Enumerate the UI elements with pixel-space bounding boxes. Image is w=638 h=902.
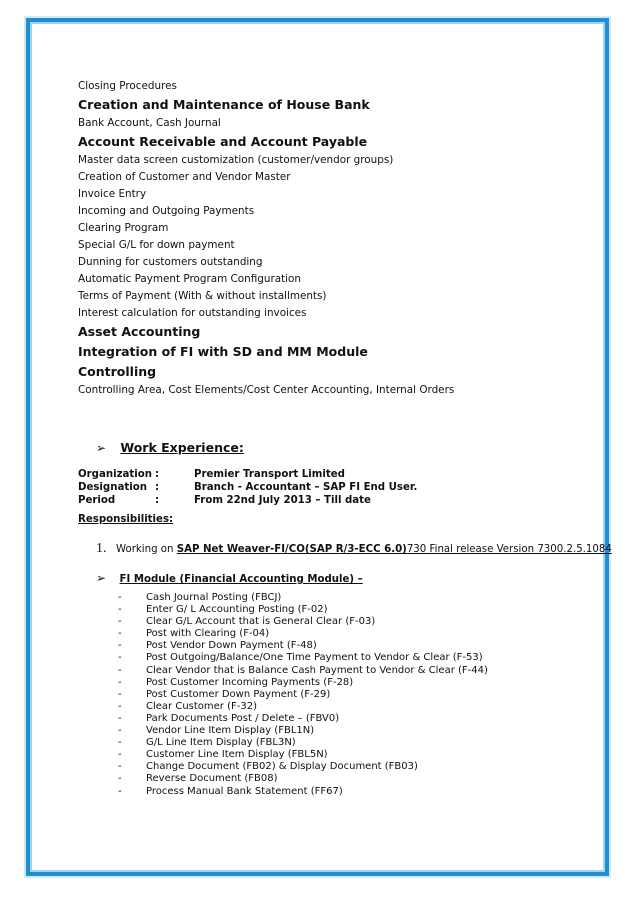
transaction-text: Post Customer Incoming Payments (F-28) [146,676,354,688]
dash-bullet: - [118,761,122,773]
transaction-text: Park Documents Post / Delete – (FBV0) [146,712,340,724]
skill-line: Controlling Area, Cost Elements/Cost Center Accounting, Internal Orders [78,384,455,396]
dash-bullet: - [118,664,122,676]
info-value: Premier Transport Limited [194,469,345,480]
dash-bullet: - [118,592,122,603]
info-colon: : [155,469,160,480]
item-prefix: Working on [116,544,174,555]
info-value: Branch - Accountant – SAP FI End User. [194,482,418,493]
item-release: 730 Final release Version 7300.2.5.1084 [406,544,612,555]
fi-module-title: FI Module (Financial Accounting Module) – [119,574,363,585]
arrow-bullet-icon: ➢ [96,571,107,585]
list-item [118,701,488,713]
list-item [118,677,488,689]
dash-bullet: - [118,652,122,664]
skill-line: Special G/L for down payment [78,239,235,251]
info-value: From 22nd July 2013 – Till date [194,495,371,506]
list-item [118,737,488,749]
list-item [118,725,488,737]
transaction-text: Enter G/ L Accounting Posting (F-02) [146,604,328,616]
info-colon: : [155,482,160,493]
dash-bullet: - [118,773,122,785]
skill-line: Closing Procedures [78,80,177,92]
list-item [118,761,488,773]
transaction-text: Clear Vendor that is Balance Cash Payment to Vendor & Clear (F-44) [146,664,488,676]
skill-line: Invoice Entry [78,188,147,200]
transaction-text: Process Manual Bank Statement (FF67) [146,785,343,797]
dash-bullet: - [118,604,122,616]
transaction-text: Post Customer Down Payment (F-29) [146,688,331,700]
dash-bullet: - [118,749,122,761]
skill-line: Master data screen customization (customer/vendor groups) [78,154,394,166]
transaction-text: Vendor Line Item Display (FBL1N) [146,725,315,737]
list-item [118,665,488,677]
list-item [118,592,488,604]
info-row-organization [78,468,417,481]
transaction-text: Post Vendor Down Payment (F-48) [146,640,317,652]
info-colon: : [155,495,160,506]
list-item [118,652,488,664]
transaction-text: Clear Customer (F-32) [146,700,257,712]
skill-line: Creation of Customer and Vendor Master [78,171,291,183]
list-item [118,773,488,785]
dash-bullet: - [118,688,122,700]
transaction-text: Change Document (FB02) & Display Document (FB03) [146,761,418,773]
job-info [78,468,417,507]
list-item [118,713,488,725]
section-heading: Controlling [78,364,157,379]
dash-bullet: - [118,700,122,712]
responsibilities-heading: Responsibilities: [78,514,174,525]
dash-bullet: - [118,785,122,797]
list-item [118,604,488,616]
transaction-text: G/L Line Item Display (FBL3N) [146,737,296,749]
transaction-list [118,592,488,798]
item-number: 1. [96,541,107,556]
dash-bullet: - [118,725,122,737]
list-item [118,628,488,640]
transaction-text: Clear G/L Account that is General Clear (F-03) [146,616,376,628]
list-item [118,786,488,798]
dash-bullet: - [118,616,122,628]
skill-line: Terms of Payment (With & without installments) [78,290,327,302]
list-item [118,749,488,761]
info-row-period [78,494,417,507]
dash-bullet: - [118,640,122,652]
list-item [118,640,488,652]
section-heading: Asset Accounting [78,324,201,339]
fi-module-heading [96,571,363,585]
info-label: Organization [78,469,153,480]
arrow-bullet-icon: ➢ [96,441,107,455]
transaction-text: Cash Journal Posting (FBCJ) [146,592,282,603]
skill-line: Dunning for customers outstanding [78,256,263,268]
transaction-text: Post Outgoing/Balance/One Time Payment to Vendor & Clear (F-53) [146,652,483,664]
work-experience-heading [96,440,244,455]
skill-line: Automatic Payment Program Configuration [78,273,301,285]
dash-bullet: - [118,676,122,688]
work-experience-title: Work Experience: [120,440,244,455]
transaction-text: Reverse Document (FB08) [146,773,278,785]
dash-bullet: - [118,737,122,749]
section-heading: Account Receivable and Account Payable [78,134,368,149]
item-sap-version: SAP Net Weaver-FI/CO(SAP R/3-ECC 6.0) [176,544,407,555]
section-heading: Integration of FI with SD and MM Module [78,344,368,359]
skill-line: Bank Account, Cash Journal [78,117,221,129]
transaction-text: Post with Clearing (F-04) [146,628,270,640]
dash-bullet: - [118,712,122,724]
skill-line: Incoming and Outgoing Payments [78,205,255,217]
list-item [118,616,488,628]
skills-section [78,80,598,401]
section-heading: Creation and Maintenance of House Bank [78,97,370,112]
dash-bullet: - [118,628,122,640]
info-row-designation [78,481,417,494]
info-label: Designation [78,482,147,493]
transaction-text: Customer Line Item Display (FBL5N) [146,749,328,761]
info-label: Period [78,495,116,506]
skill-line: Clearing Program [78,222,169,234]
list-item [118,689,488,701]
skill-line: Interest calculation for outstanding invoices [78,307,307,319]
responsibility-item [96,541,612,557]
